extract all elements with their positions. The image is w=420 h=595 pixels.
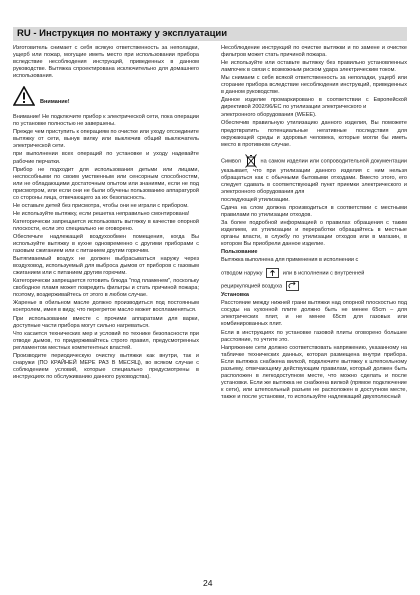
install-heading: Установка <box>221 292 249 299</box>
paragraph: Не используйте вытяжку, если решетка неправильно смонтирована! <box>13 210 190 217</box>
warning-block <box>13 86 199 114</box>
usage-heading: Пользование <box>221 249 258 256</box>
crossed-bin-icon <box>245 154 257 168</box>
paragraph: За более подробной информацией о правилах обращения с таким изделием, их утилизации и переработки обращайтесь в местные органы власти, в службу по утилизации отходов или в магазин, в котором Вы приобрели данное изделие. <box>221 219 407 248</box>
recirculation-icon <box>286 281 299 291</box>
usage-line <box>221 268 407 278</box>
paragraph: Категорически запрещается использовать вытяжку в качестве опорной плоскости, если это специально не оговорено. <box>13 218 199 232</box>
warning-triangle-icon <box>13 86 35 106</box>
paragraph: Прежде чем приступить к операциям по очистке или уходу отсоедините вытяжку от сети, вынув вилку или выключив общий выключатель электрической сети. <box>13 129 199 150</box>
usage-text: рециркуляцией воздуха <box>221 283 283 290</box>
paragraph: при выполнении всех операций по установке и уходу надевайте рабочие перчатки. <box>13 151 199 165</box>
exhaust-outside-icon <box>266 268 279 278</box>
paragraph: При использовании вместе с прочими аппаратами для варки, доступные части прибора могут сильно нагреваться. <box>13 315 199 329</box>
paragraph: Напряжение сети должно соответствовать напряжению, указанному на табличке технических данных, которая размещена внутри прибора. Если вытяжка снабжена вилкой, подключите вытяжку к штепсельному разъему, отвечающему действующим правилам, который должен быть расположен в легкодоступном месте, что можно сделать и после установки. Если же вытяжка не снабжена вилкой (прямое подключение к сети), или штепсельный разъем не расположен в доступном месте, также и после установки, то используйте надлежащий двухполюсный <box>221 344 407 400</box>
paragraph: Данное изделие промаркировано в соответствии с Европейской директивой 2002/96/ЕС по утилизации электрического и <box>221 97 407 111</box>
paragraph: Прибор не подходит для использования детьми или лицами, неспособными по своим умственным или сенсорным способностям, или не обладающими достаточным опытом или знаниями, если не под присмотром, или если они не были обучены пользованию аппаратурой со стороны лица, отвечающего за их безопасность. <box>13 166 199 201</box>
left-column <box>13 45 199 382</box>
paragraph: Мы снимаем с себя всякой ответственность за неполадки, ущерб или сгорание прибора вследствие несоблюдения инструкций, приведенных в данном руководстве. <box>221 75 407 96</box>
page-number: 24 <box>203 578 213 588</box>
section-header <box>13 27 407 41</box>
paragraph: Не оставьте детей без присмотра, чтобы они не играли с прибором. <box>13 202 189 209</box>
section-title: RU - Инструкция по монтажу у эксплуатации <box>17 28 228 39</box>
paragraph: Расстояние между нижней грани вытяжки над опорной плоскостью под сосуды на кухонной плите должно быть не менее 65cm – для электрических плит, и не менее 65cm для газовых или комбинированных плит. <box>221 300 407 328</box>
paragraph: Несоблюдение инструкций по очистке вытяжки и по замене и очистке фильтров может стать причиной пожара. <box>221 45 407 59</box>
symbol-word: Символ <box>221 158 242 165</box>
paragraph: Вытягиваемый воздух не должен выбрасываться наружу через воздуховод, используемый для выброса дымов от приборов с газовым сжиганием или с питанием другим горючим. <box>13 256 199 277</box>
paragraph: Вытяжка выполнена для применения в исполнении с <box>221 257 359 264</box>
paragraph: Внимание! Не подключите прибор к электрической сети, пока операции по установке полностью не завершены. <box>13 114 199 128</box>
usage-line <box>221 281 407 291</box>
paragraph: Обеспечив правильную утилизацию данного изделия, Вы поможете предотвратить потенциальные негативные последствия для окружающей среды и здоровья человека, которые могли бы иметь место в противном случае. <box>221 120 407 148</box>
paragraph: Категорически запрещается готовить блюда "под пламенем", поскольку свободное пламя может повредить фильтры и стать причиной пожара; поэтому, воздерживайтесь от этого в любом случае. <box>13 278 199 299</box>
weee-text: на самом изделии или сопроводительной документации указывает, что при утилизации данного изделия с ним нельзя обращаться как с обычными бытовыми отходами. Вместо этого, его следует сдавать в соответствующий пункт приемки электрического и электронного оборудования для <box>221 158 408 195</box>
usage-text: или в исполнении с внутренней <box>282 270 365 277</box>
paragraph: Производите периодическую очистку вытяжки как внутри, так и снаружи (ПО КРАЙНЕЙ МЕРЕ РАЗ В МЕСЯЦ), во всяком случае с соблюдением условий, которые специально предусмотрены в инструкциях по обслуживанию данного руководства). <box>13 352 199 380</box>
paragraph: Изготовитель снимает с себя всякую ответственность за неполадки, ущерб или пожар, могущие иметь место при использовании прибора вследствие несоблюдения инструкций, приведенных в данном руководстве. Вытяжка спроектирована исключительно для домашнего использования. <box>13 45 199 80</box>
paragraph: Обеспечьте надлежащей воздухообмен помещения, когда Вы используйте вытяжку в кухне одновременно с другими приборами с газовым сжиганием или с питанием другим горючим. <box>13 233 199 255</box>
paragraph: электронного оборудования (WEEE). <box>221 112 317 119</box>
usage-text: отводом наружу <box>221 270 263 277</box>
weee-paragraph <box>221 154 407 196</box>
paragraph: Сдача на слом должна производиться в соответствии с местными правилами по утилизации отходов. <box>221 204 407 218</box>
paragraph: Если в инструкциях по установке газовой плиты оговорено большее расстояние, то учтите это. <box>221 329 407 343</box>
warning-label: Внимание! <box>40 99 70 106</box>
paragraph: Жаренье в обильном масле должно производиться под постоянным контролем, имея в виду, что перегретое масло может воспламеняться. <box>13 300 199 314</box>
right-column <box>221 45 407 402</box>
paragraph: Что касается технических мер и условий по технике безопасности при отводе дымов, то придерживайтесь строго правил, предусмотренных регламентом местных компетентных властей. <box>13 330 199 351</box>
paragraph: последующей утилизации. <box>221 196 290 203</box>
paragraph: Не используйте или оставьте вытяжку без правильно установленных лампочек в связи с возможным риском удара электрическим током. <box>221 60 407 74</box>
